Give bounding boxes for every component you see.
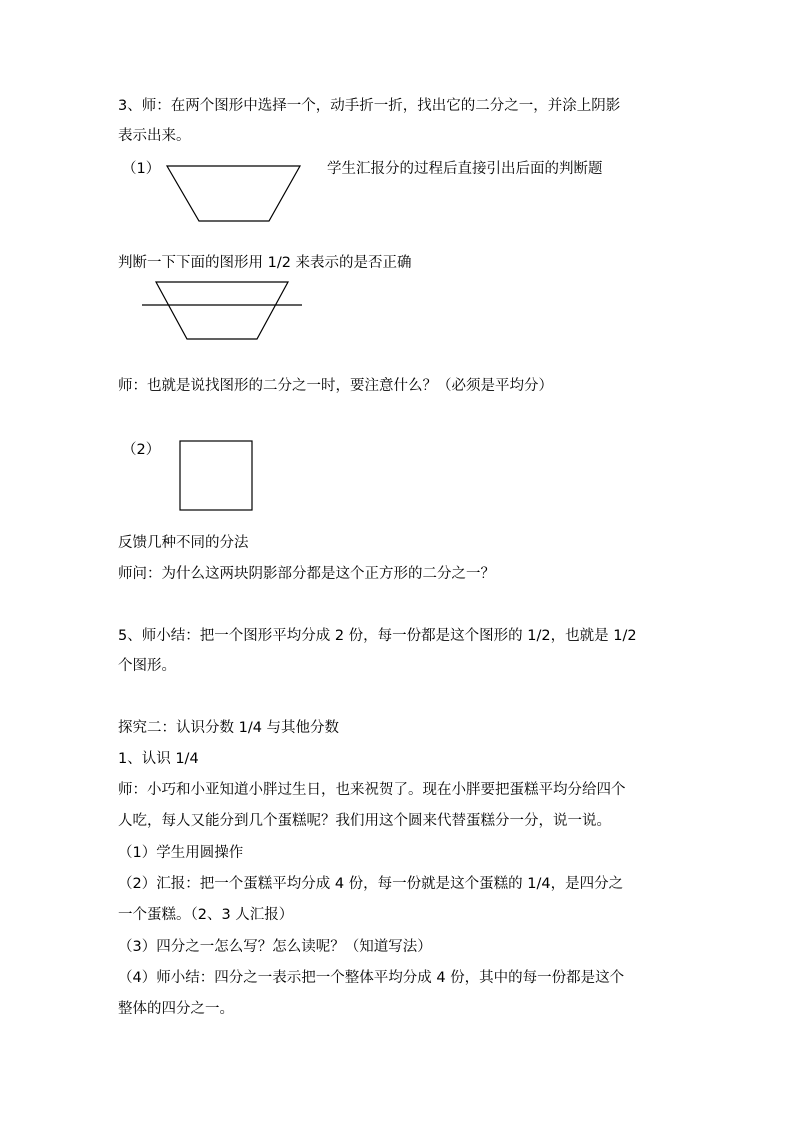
judge-prompt: 判断一下下面的图形用 1/2 来表示的是否正确 (118, 255, 412, 271)
teacher-question: 师：也就是说找图形的二分之一时，要注意什么？（必须是平均分） (118, 378, 553, 394)
explore2-p2: 人吃，每人又能分到几个蛋糕呢？我们用这个圆来代替蛋糕分一分，说一说。 (118, 813, 611, 829)
step-2a: （2）汇报：把一个蛋糕平均分成 4 份，每一份就是这个蛋糕的 1/4，是四分之 (118, 876, 624, 892)
item1-note: 学生汇报分的过程后直接引出后面的判断题 (327, 161, 603, 177)
trapezoid-figure (166, 164, 302, 224)
section3-line1: 3、师：在两个图形中选择一个，动手折一折，找出它的二分之一，并涂上阴影 (118, 98, 621, 114)
explore2-title: 探究二：认识分数 1/4 与其他分数 (118, 720, 340, 736)
summary-line2: 个图形。 (118, 658, 176, 674)
step-1: （1）学生用圆操作 (118, 845, 244, 861)
step-4a: （4）师小结：四分之一表示把一个整体平均分成 4 份，其中的每一份都是这个 (118, 970, 625, 986)
step-2b: 一个蛋糕。（2、3 人汇报） (118, 907, 294, 923)
feedback-line: 反馈几种不同的分法 (118, 535, 249, 551)
item1-label: （1） (122, 161, 161, 177)
teacher-ask: 师问：为什么这两块阴影部分都是这个正方形的二分之一？ (118, 566, 495, 582)
section3-line2: 表示出来。 (118, 128, 191, 144)
explore2-sub1: 1、认识 1/4 (118, 751, 199, 767)
step-4b: 整体的四分之一。 (118, 1001, 234, 1017)
explore2-p1: 师：小巧和小亚知道小胖过生日，也来祝贺了。现在小胖要把蛋糕平均分给四个 (118, 782, 626, 798)
square-figure (179, 440, 255, 513)
summary-line1: 5、师小结：把一个图形平均分成 2 份，每一份都是这个图形的 1/2，也就是 1/2 (118, 628, 637, 644)
trapezoid-cut-figure (142, 280, 304, 342)
step-3: （3）四分之一怎么写？怎么读呢？（知道写法） (118, 939, 432, 955)
item2-label: （2） (122, 442, 161, 458)
